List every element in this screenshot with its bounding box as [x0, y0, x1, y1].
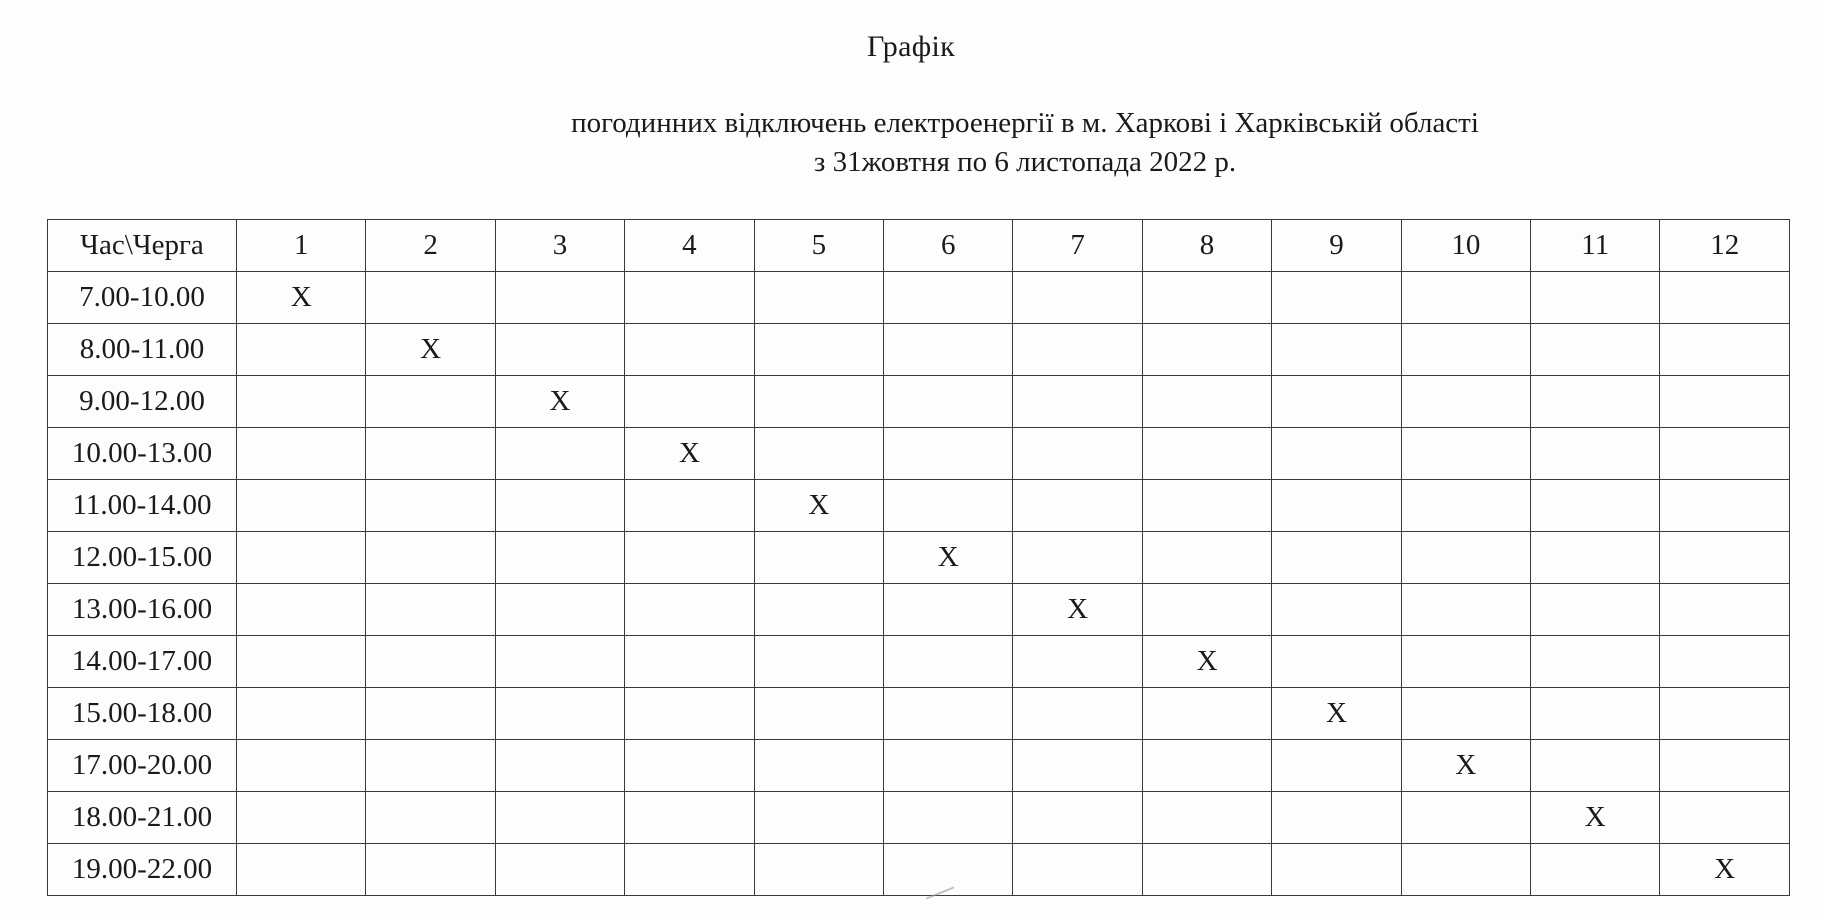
schedule-cell: [884, 792, 1013, 844]
schedule-cell: [1142, 480, 1271, 532]
queue-header-cell: 1: [237, 220, 366, 272]
schedule-cell: [237, 376, 366, 428]
schedule-cell: [1142, 636, 1271, 688]
queue-header-cell: 10: [1401, 220, 1530, 272]
time-slot-cell: 12.00-15.00: [48, 532, 237, 584]
time-slot-cell: 15.00-18.00: [48, 688, 237, 740]
schedule-cell: [754, 688, 883, 740]
queue-header-cell: 4: [625, 220, 754, 272]
schedule-cell: [1013, 324, 1142, 376]
schedule-cell: [1531, 480, 1660, 532]
schedule-cell: [1013, 844, 1142, 896]
schedule-cell: [625, 480, 754, 532]
time-slot-cell: 8.00-11.00: [48, 324, 237, 376]
outage-schedule-table: [47, 219, 1790, 896]
schedule-cell: [1660, 584, 1790, 636]
schedule-cell: [1272, 272, 1401, 324]
schedule-cell: [366, 584, 495, 636]
schedule-cell: [1401, 636, 1530, 688]
document-title: Графік: [867, 30, 955, 63]
table-row: [48, 376, 1790, 428]
schedule-cell: [1142, 688, 1271, 740]
outage-mark: X: [1325, 697, 1347, 729]
schedule-cell: [1013, 584, 1142, 636]
schedule-cell: [237, 272, 366, 324]
schedule-cell: [1013, 688, 1142, 740]
table-row: [48, 584, 1790, 636]
schedule-cell: [884, 688, 1013, 740]
schedule-cell: [1272, 324, 1401, 376]
schedule-cell: [754, 428, 883, 480]
schedule-cell: [495, 740, 624, 792]
schedule-cell: [1272, 792, 1401, 844]
outage-mark: X: [1067, 593, 1089, 625]
schedule-cell: [1013, 376, 1142, 428]
schedule-cell: [495, 480, 624, 532]
schedule-cell: [1401, 324, 1530, 376]
schedule-cell: [1660, 480, 1790, 532]
schedule-cell: [1531, 532, 1660, 584]
schedule-cell: [754, 272, 883, 324]
schedule-cell: [1531, 792, 1660, 844]
schedule-cell: [1660, 532, 1790, 584]
schedule-cell: [754, 480, 883, 532]
schedule-cell: [884, 428, 1013, 480]
schedule-cell: [495, 532, 624, 584]
schedule-cell: [884, 532, 1013, 584]
table-body: [48, 272, 1790, 896]
table-row: [48, 688, 1790, 740]
queue-header-cell: 12: [1660, 220, 1790, 272]
schedule-cell: [366, 844, 495, 896]
document-subtitle-line-1: погодинних відключень електроенергії в м. Харкові і Харківській області: [571, 107, 1479, 139]
table-row: [48, 324, 1790, 376]
schedule-cell: [366, 428, 495, 480]
time-slot-cell: 11.00-14.00: [48, 480, 237, 532]
schedule-cell: [237, 844, 366, 896]
schedule-cell: [1272, 584, 1401, 636]
schedule-cell: [495, 324, 624, 376]
schedule-cell: [366, 272, 495, 324]
schedule-cell: [237, 428, 366, 480]
schedule-cell: [237, 740, 366, 792]
schedule-cell: [1272, 636, 1401, 688]
schedule-cell: [625, 740, 754, 792]
corner-header-cell: Час\Черга: [48, 220, 237, 272]
schedule-cell: [1272, 844, 1401, 896]
schedule-cell: [884, 636, 1013, 688]
outage-mark: X: [549, 385, 571, 417]
schedule-cell: [625, 428, 754, 480]
schedule-cell: [1013, 740, 1142, 792]
schedule-cell: [1401, 844, 1530, 896]
queue-header-cell: 5: [754, 220, 883, 272]
schedule-cell: [1401, 792, 1530, 844]
schedule-cell: [1142, 792, 1271, 844]
schedule-cell: [884, 480, 1013, 532]
table-row: [48, 532, 1790, 584]
schedule-cell: [625, 532, 754, 584]
schedule-cell: [1660, 792, 1790, 844]
schedule-cell: [754, 844, 883, 896]
schedule-cell: [1660, 636, 1790, 688]
schedule-cell: [495, 376, 624, 428]
schedule-cell: [366, 688, 495, 740]
schedule-cell: [1531, 688, 1660, 740]
schedule-cell: [625, 272, 754, 324]
queue-header-cell: 8: [1142, 220, 1271, 272]
schedule-cell: [366, 636, 495, 688]
schedule-cell: [1142, 376, 1271, 428]
schedule-cell: [1013, 480, 1142, 532]
schedule-cell: [754, 324, 883, 376]
schedule-cell: [237, 792, 366, 844]
schedule-cell: [366, 480, 495, 532]
schedule-cell: [366, 532, 495, 584]
time-slot-cell: 7.00-10.00: [48, 272, 237, 324]
schedule-cell: [1660, 272, 1790, 324]
schedule-cell: [754, 376, 883, 428]
schedule-cell: [495, 272, 624, 324]
outage-mark: X: [1584, 801, 1606, 833]
schedule-cell: [237, 480, 366, 532]
schedule-cell: [366, 740, 495, 792]
schedule-cell: [237, 584, 366, 636]
schedule-cell: [237, 688, 366, 740]
schedule-cell: [1401, 740, 1530, 792]
time-slot-cell: 14.00-17.00: [48, 636, 237, 688]
outage-mark: X: [1196, 645, 1218, 677]
schedule-cell: [366, 324, 495, 376]
time-slot-cell: 9.00-12.00: [48, 376, 237, 428]
table-row: [48, 636, 1790, 688]
time-slot-cell: 17.00-20.00: [48, 740, 237, 792]
schedule-cell: [495, 428, 624, 480]
schedule-cell: [1531, 428, 1660, 480]
schedule-cell: [495, 584, 624, 636]
schedule-cell: [625, 636, 754, 688]
schedule-cell: [1142, 584, 1271, 636]
schedule-cell: [1401, 688, 1530, 740]
schedule-cell: [1142, 844, 1271, 896]
schedule-cell: [1401, 532, 1530, 584]
schedule-cell: [1272, 480, 1401, 532]
schedule-cell: [495, 792, 624, 844]
schedule-cell: [1531, 272, 1660, 324]
schedule-cell: [1660, 428, 1790, 480]
schedule-cell: [754, 532, 883, 584]
schedule-cell: [625, 584, 754, 636]
schedule-cell: [1401, 376, 1530, 428]
schedule-cell: [625, 844, 754, 896]
schedule-cell: [1272, 688, 1401, 740]
time-slot-cell: 10.00-13.00: [48, 428, 237, 480]
queue-header-cell: 2: [366, 220, 495, 272]
schedule-cell: [237, 532, 366, 584]
schedule-cell: [1401, 428, 1530, 480]
schedule-cell: [237, 324, 366, 376]
schedule-cell: [1660, 376, 1790, 428]
outage-mark: X: [678, 437, 700, 469]
schedule-cell: [1401, 272, 1530, 324]
schedule-cell: [1013, 272, 1142, 324]
table-row: [48, 844, 1790, 896]
outage-mark: X: [420, 333, 442, 365]
schedule-cell: [1531, 376, 1660, 428]
queue-header-cell: 9: [1272, 220, 1401, 272]
outage-mark: X: [1714, 853, 1736, 885]
schedule-cell: [1142, 740, 1271, 792]
outage-mark: X: [290, 281, 312, 313]
schedule-cell: [625, 792, 754, 844]
schedule-cell: [625, 688, 754, 740]
time-slot-cell: 19.00-22.00: [48, 844, 237, 896]
document-subtitle-line-2: з 31жовтня по 6 листопада 2022 р.: [813, 146, 1237, 178]
schedule-cell: [366, 376, 495, 428]
schedule-cell: [1272, 376, 1401, 428]
schedule-cell: [366, 792, 495, 844]
schedule-cell: [1142, 532, 1271, 584]
schedule-cell: [1531, 740, 1660, 792]
schedule-cell: [754, 636, 883, 688]
table-row: [48, 480, 1790, 532]
schedule-cell: [1660, 324, 1790, 376]
outage-mark: X: [808, 489, 830, 521]
table-header-row: [48, 220, 1790, 272]
queue-header-cell: 11: [1531, 220, 1660, 272]
schedule-cell: [1013, 636, 1142, 688]
time-slot-cell: 13.00-16.00: [48, 584, 237, 636]
schedule-cell: [1660, 844, 1790, 896]
schedule-cell: [1401, 480, 1530, 532]
schedule-cell: [884, 584, 1013, 636]
schedule-cell: [1142, 324, 1271, 376]
schedule-cell: [1272, 428, 1401, 480]
schedule-cell: [754, 792, 883, 844]
table-row: [48, 272, 1790, 324]
table-row: [48, 792, 1790, 844]
schedule-cell: [625, 376, 754, 428]
queue-header-cell: 6: [884, 220, 1013, 272]
schedule-cell: [495, 844, 624, 896]
schedule-cell: [1272, 740, 1401, 792]
schedule-cell: [495, 688, 624, 740]
schedule-cell: [1531, 636, 1660, 688]
schedule-cell: [884, 272, 1013, 324]
schedule-cell: [1660, 688, 1790, 740]
schedule-cell: [237, 636, 366, 688]
schedule-cell: [1401, 584, 1530, 636]
time-slot-cell: 18.00-21.00: [48, 792, 237, 844]
queue-header-cell: 7: [1013, 220, 1142, 272]
schedule-cell: [754, 740, 883, 792]
schedule-cell: [1013, 532, 1142, 584]
schedule-cell: [1142, 428, 1271, 480]
schedule-cell: [1013, 428, 1142, 480]
schedule-cell: [1531, 584, 1660, 636]
schedule-cell: [1660, 740, 1790, 792]
table-row: [48, 428, 1790, 480]
schedule-cell: [1142, 272, 1271, 324]
outage-mark: X: [1455, 749, 1477, 781]
schedule-cell: [1531, 324, 1660, 376]
schedule-cell: [495, 636, 624, 688]
schedule-cell: [884, 376, 1013, 428]
schedule-cell: [625, 324, 754, 376]
table-row: [48, 740, 1790, 792]
schedule-cell: [884, 324, 1013, 376]
schedule-cell: [1272, 532, 1401, 584]
queue-header-cell: 3: [495, 220, 624, 272]
schedule-cell: [1531, 844, 1660, 896]
outage-mark: X: [937, 541, 959, 573]
schedule-cell: [1013, 792, 1142, 844]
schedule-cell: [884, 740, 1013, 792]
schedule-cell: [754, 584, 883, 636]
